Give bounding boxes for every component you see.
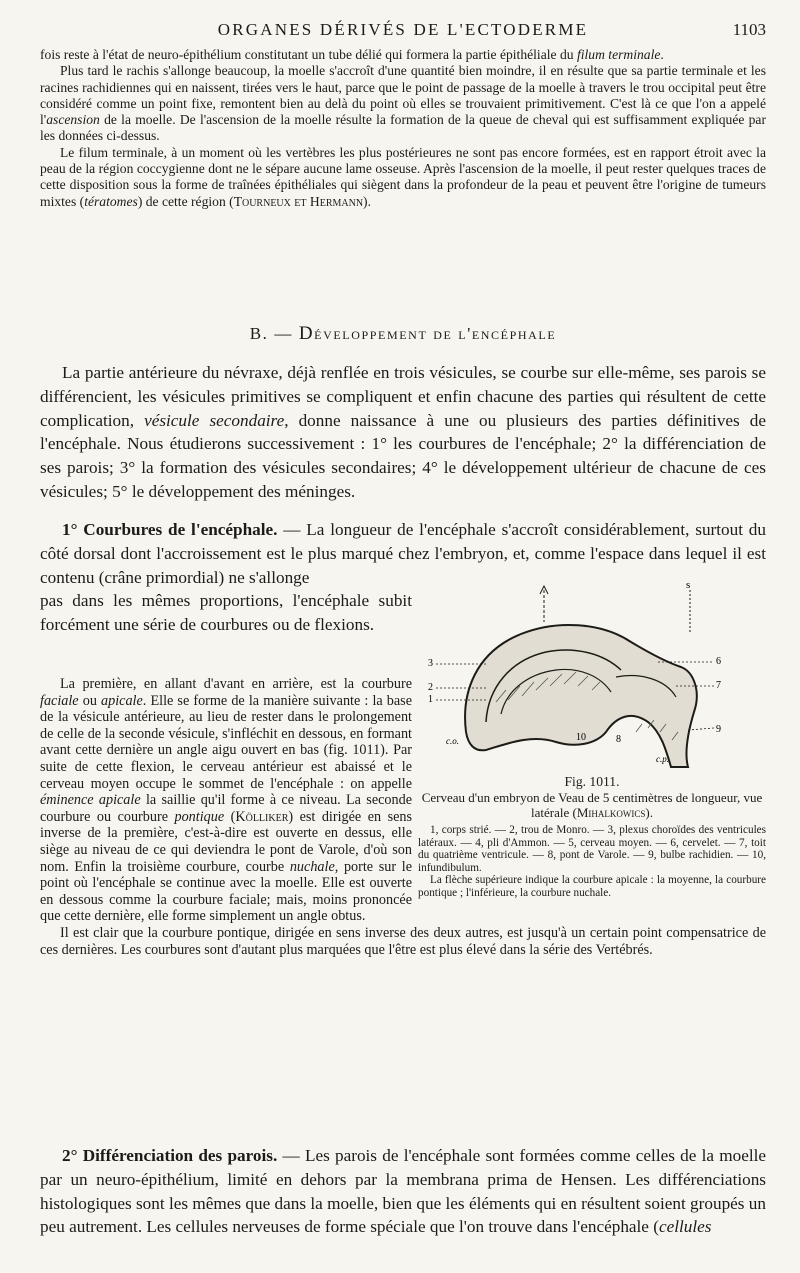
text-run: Le filum terminale, à un moment où les vertèbres les plus postérieures ne sont pas encore formées, est en rapport étroit avec la peau de la région coccygienne dont ne le sépare aucune lame osseuse. Après l'ascension de la moelle, il peut rester quelques traces de cette disposition sous la forme de traînées épithéliales qui siègent dans la profondeur de la peau et peuvent être l'origine de tumeurs mixtes ( (40, 144, 766, 209)
emphasis: tératomes (84, 193, 138, 209)
top-small-text (40, 47, 766, 210)
text-run: ou (78, 692, 102, 709)
label-9: 9 (716, 724, 721, 735)
emphasis: faciale (40, 692, 79, 709)
paragraph (40, 676, 412, 925)
text-run: ) de cette région ( (137, 193, 234, 209)
section-initial: D (298, 323, 315, 344)
paragraph (40, 361, 766, 504)
label-6: 6 (716, 656, 721, 667)
embryo-brain-illustration (426, 582, 726, 772)
running-head (40, 20, 766, 42)
text-run: La partie antérieure du névraxe, déjà renflée en trois vésicules, se courbe sur elle-même, ses parois se différencient, les vésicules primitives se compliquent et enfin chacune des parties qui résultent de cette complication, (40, 363, 766, 430)
label-s: s (686, 582, 691, 591)
text-run: ( (224, 808, 236, 825)
subsection-title: 2° Différenciation des parois. (62, 1146, 278, 1165)
section-title: éveloppement de l'encéphale (314, 324, 557, 343)
text-run: ). (363, 193, 371, 209)
text-run: — Les parois de l'encéphale sont formées comme celles de la moelle par un neuro-épithélium, limité en dehors par la membrana prima de Hensen. Les différenciations histologiques sont les mêmes que dans la moelle, bien que les éléments qui en résultent soient groupés un peu autrement. Les cellules nerveuses de forme spéciale que l'on trouve dans l'encéphale ( (40, 1146, 767, 1237)
text-run: la saillie qu'il forme à ce niveau. La seconde courbure ou courbure (40, 792, 412, 825)
text-run: de la moelle. De l'ascension de la moelle résulte la formation de la queue de cheval qui est suffisamment expliquée par les données ci-dessus. (40, 112, 766, 144)
page-number: 1103 (732, 20, 766, 39)
label-7: 7 (716, 680, 721, 691)
text-run: Plus tard le rachis s'allonge beaucoup, la moelle s'accroît d'une quantité bien moindre, il en résulte que sa partie terminale et les racines rachidiennes qui en naissent, tirées vers le haut, parce que le point de passage de la moelle à travers le trou occipital peut être considéré comme un point fixe, remontent bien au delà du point où elles se trouvaient primitivement. C'est là ce que l'on a appelé l' (40, 63, 766, 128)
author-name: Kölliker (235, 808, 289, 825)
legend-paragraph: La flèche supérieure indique la courbure apicale : la moyenne, la courbure pontique ; l'inférieure, la courbure nuchale. (418, 874, 766, 899)
text-run: La première, en allant d'avant en arrière, est la courbure (60, 676, 412, 692)
paragraph (40, 1144, 766, 1239)
text-run: fois reste à l'état de neuro-épithélium constitutant un tube délié qui formera la partie épithéliale du (40, 47, 577, 62)
subsection-title: 1° Courbures de l'encéphale. (62, 520, 278, 539)
section-letter: B. — (249, 324, 293, 343)
curvatures-lead (40, 518, 766, 589)
emphasis: cellules (658, 1217, 712, 1237)
intro-paragraph (40, 361, 766, 504)
label-10: 10 (576, 732, 586, 743)
figure-1011 (418, 582, 766, 900)
label-2: 2 (428, 682, 433, 693)
paragraph (40, 63, 766, 144)
label-cp: c.p. (656, 754, 669, 764)
label-8: 8 (616, 734, 621, 745)
emphasis: filum terminale (576, 47, 661, 62)
text-run: , porte sur le point où l'encéphale se continue avec la moelle. Elle est ouverte en dessous comme la courbure faciale; mais, moins prononcée que cette dernière, elle forme simplement un angle obtus. (40, 858, 412, 925)
paragraph (40, 145, 766, 210)
emphasis: ascension (46, 112, 100, 128)
text-run: . (660, 47, 664, 62)
author-name: Tourneux et Hermann (233, 193, 364, 209)
text-run: . Elle se forme de la manière suivante : la base de la vésicule antérieure, au lieu de rester dans le prolongement de celle de la seconde vésicule, s'infléchit en dessous, en formant avant cette dernière un angle aigu ouvert en bas (fig. 1011). Par suite de cette flexion, le cerveau antérieur est abaissé et le cerveau moyen occupe le sommet de l'encéphale : on appelle (40, 692, 413, 792)
figure-legend (418, 824, 766, 900)
text-run: ) est dirigée en sens inverse de la première, c'est-à-dire est ouverte en dessus, elle siège au niveau de ce qui deviendra le pont de Varole, d'où son nom. Enfin la troisième courbure, courbe (40, 808, 413, 875)
emphasis: vésicule secondaire (144, 410, 285, 430)
text-run: ). (645, 805, 653, 820)
paragraph (40, 47, 766, 63)
paragraph: Il est clair que la courbure pontique, dirigée en sens inverse des deux autres, est jusqu'à un certain point compensatrice de ces dernières. Les courbures sont d'autant plus marquées que l'être est plus élevé dans la série des Vertébrés. (40, 924, 766, 958)
author-name: Mihalkowics (576, 805, 646, 820)
section-heading (40, 323, 766, 345)
running-title: ORGANES DÉRIVÉS DE L'ECTODERME (217, 20, 589, 39)
text-run: , donne naissance à une ou plusieurs des parties définitives de l'encéphale. Nous étudierons successivement : 1° les courbures de l'encéphale; 2° la différenciation de ses parois; 3° la formation des vésicules secondaires; 4° le développement ultérieur de chacune de ces vésicules; 5° le développement des méninges. (40, 410, 767, 501)
curvatures-wrapped: pas dans les mêmes proportions, l'encéphale subit forcément une série de courbures ou de flexions. (40, 591, 412, 635)
differentiation-paragraph (40, 1144, 766, 1239)
wrapped-column (40, 676, 412, 925)
text-run: — La longueur de l'encéphale s'accroît considérablement, surtout du côté dorsal dont l'accroissement est le plus marqué chez l'embryon, et, comme l'espace dans lequel il est contenu (crâne primordial) ne s'allonge (40, 520, 766, 587)
figure-number: Fig. 1011. (564, 774, 620, 789)
label-1: 1 (428, 694, 433, 705)
emphasis: éminence apicale (40, 792, 141, 809)
label-co: c.o. (446, 736, 459, 746)
emphasis: nuchale (289, 858, 335, 875)
legend-paragraph: 1, corps strié. — 2, trou de Monro. — 3, plexus choroïdes des ventricules latéraux. — 4, pli d'Ammon. — 5, cerveau moyen. — 6, cervelet. — 7, toit du quatrième ventricule. — 8, pont de Varole. — 9, bulbe rachidien. — 10, infundibulum. (418, 824, 766, 874)
text-run: Cerveau d'un embryon de Veau de 5 centimètres de longueur, vue latérale ( (421, 790, 763, 820)
label-3: 3 (428, 658, 433, 669)
emphasis: apicale (101, 692, 143, 709)
figure-caption (418, 790, 766, 820)
emphasis: pontique (174, 808, 225, 825)
